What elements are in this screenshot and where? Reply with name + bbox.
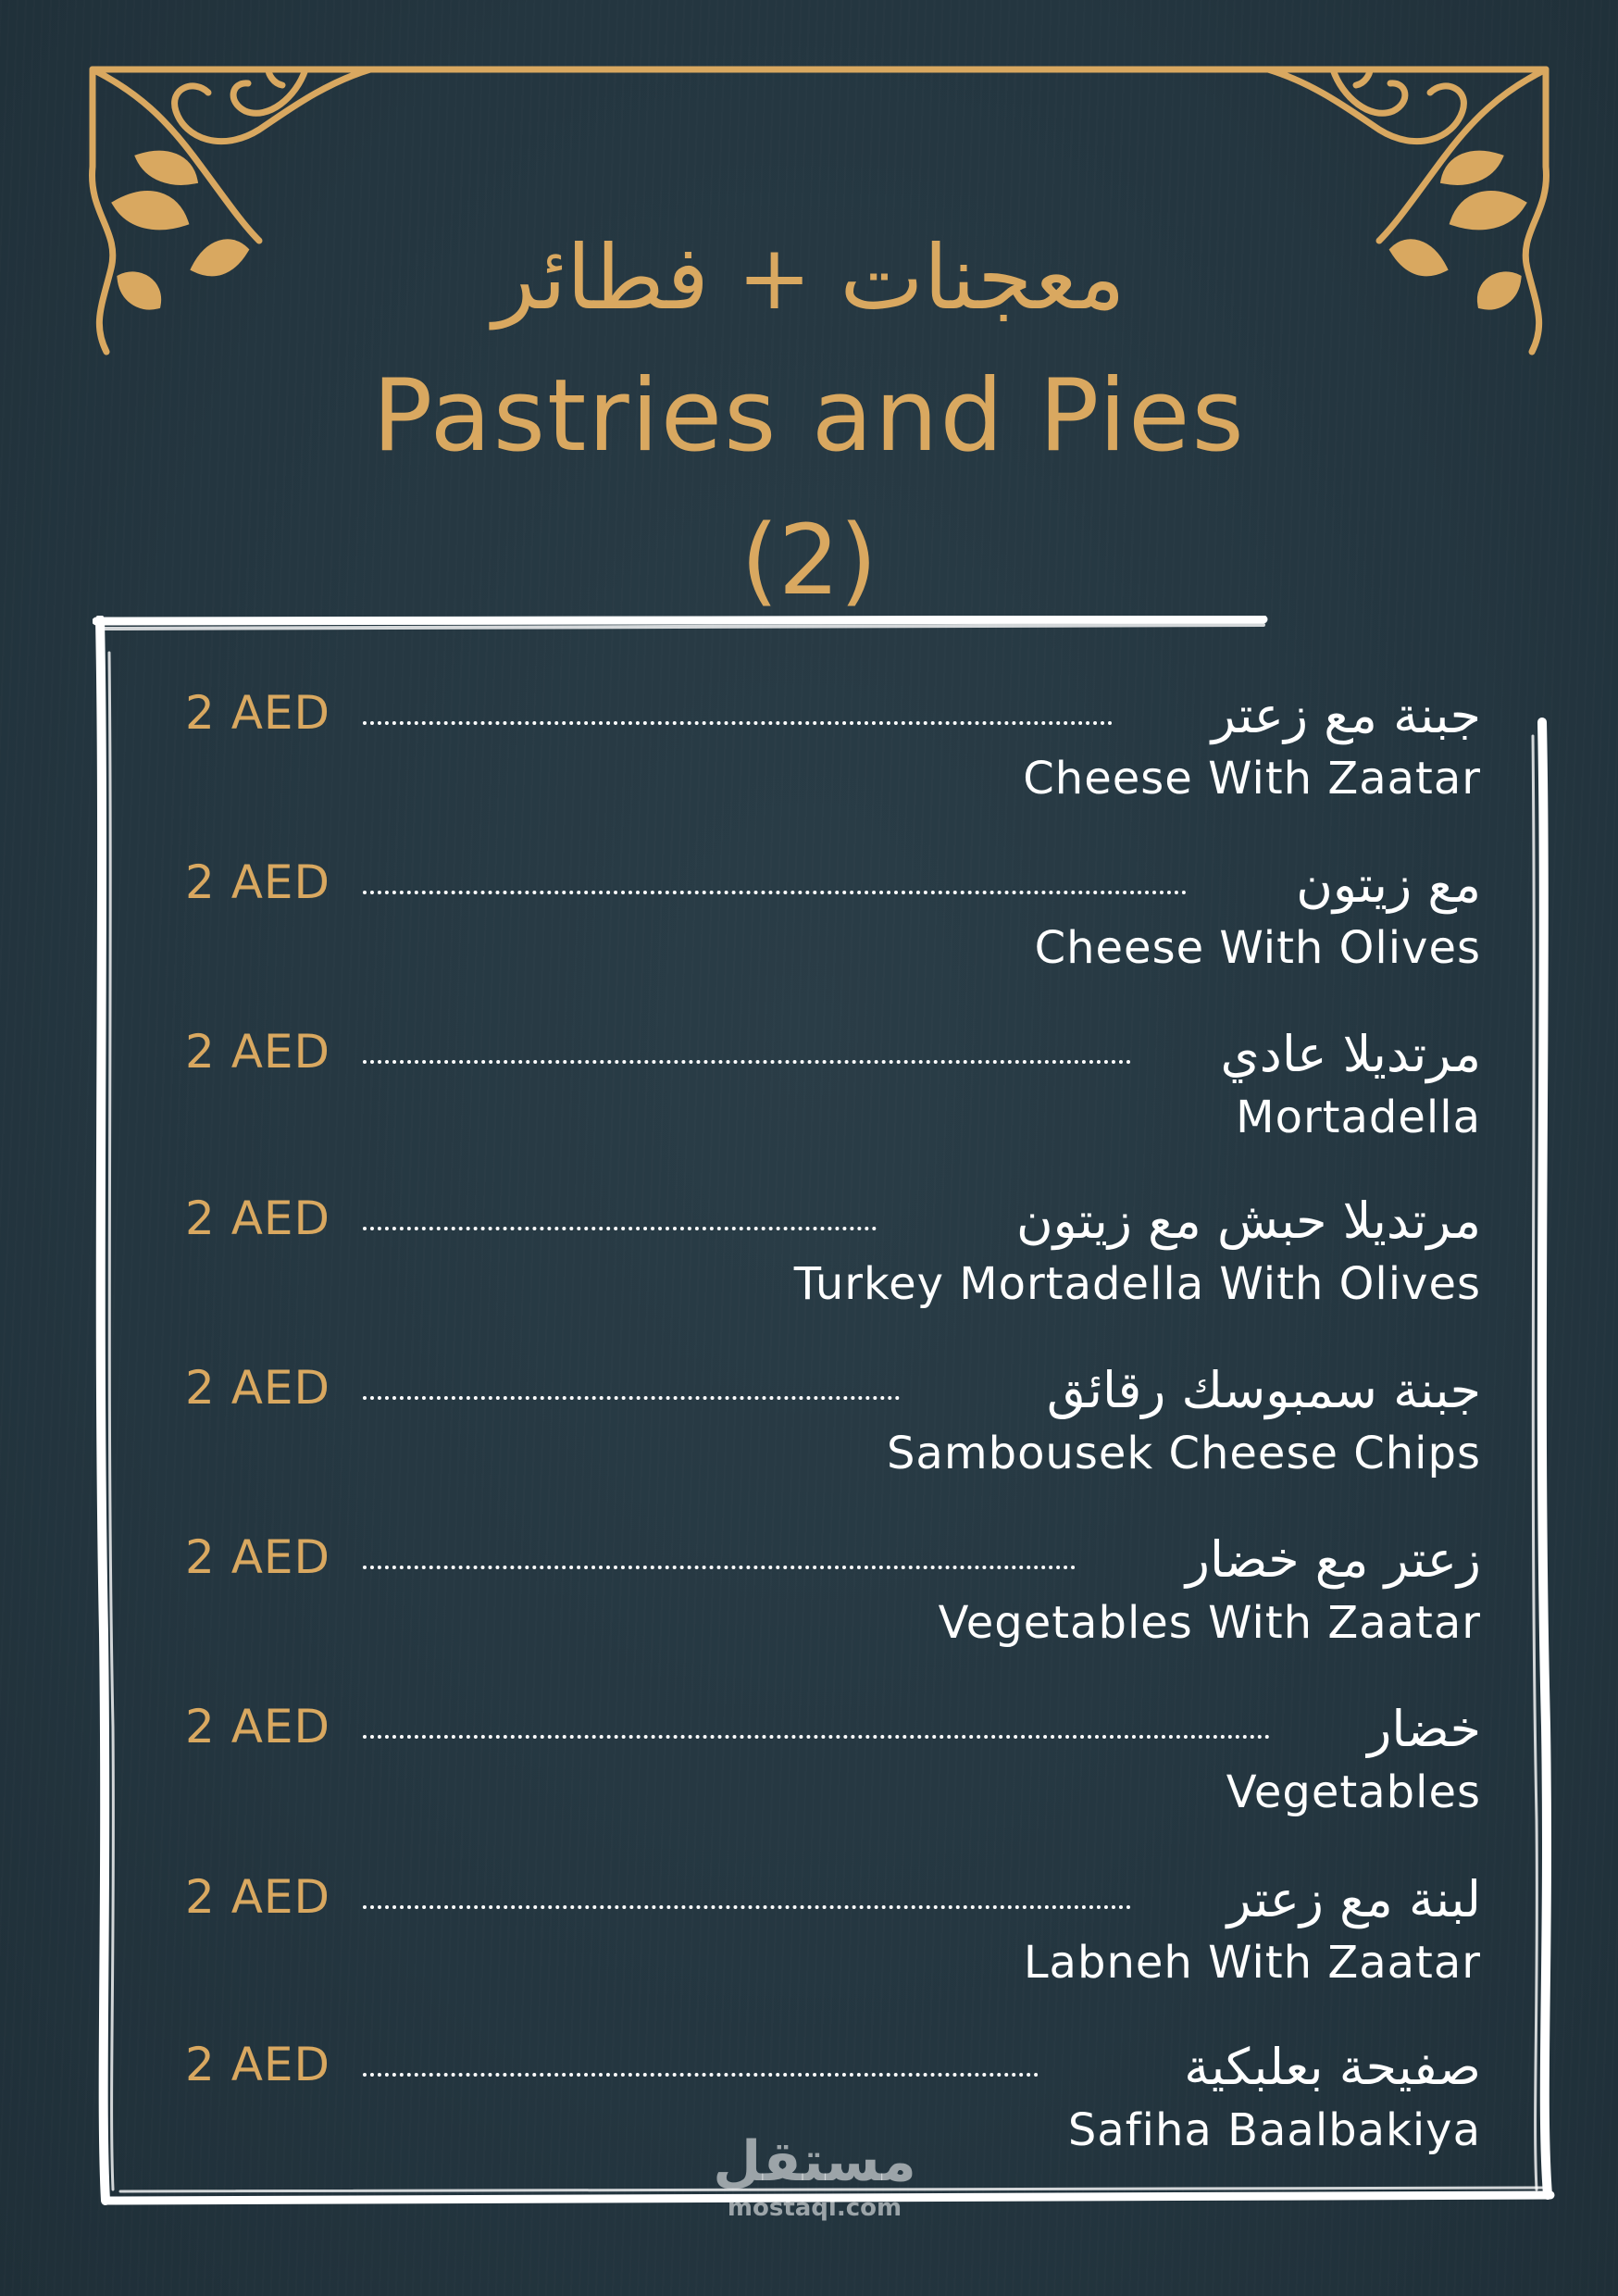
item-name-arabic: مرتديلا عادي — [1220, 1025, 1481, 1083]
menu-item — [185, 1019, 1481, 1177]
item-price: 2 AED — [185, 1870, 331, 1924]
item-name-arabic: خضار — [1367, 1700, 1481, 1758]
item-price: 2 AED — [185, 686, 331, 740]
item-name-arabic: جبنة سمبوسك رقائق — [1046, 1361, 1481, 1419]
item-name-english: Vegetables With Zaatar — [938, 1597, 1481, 1649]
item-price: 2 AED — [185, 855, 331, 909]
item-name-english: Sambousek Cheese Chips — [886, 1428, 1481, 1479]
dotted-leader — [363, 1396, 900, 1400]
watermark-logo: مستقل — [713, 2129, 916, 2194]
menu-item — [185, 680, 1481, 838]
dotted-leader — [363, 891, 1187, 894]
dotted-leader — [363, 1566, 1076, 1569]
item-name-arabic: مع زيتون — [1296, 855, 1481, 914]
item-price: 2 AED — [185, 2038, 331, 2091]
item-price: 2 AED — [185, 1025, 331, 1079]
item-name-english: Labneh With Zaatar — [1023, 1937, 1481, 1989]
menu-item — [185, 850, 1481, 1007]
menu-item — [185, 1694, 1481, 1852]
dotted-leader — [363, 1735, 1270, 1739]
watermark-url: mostaql.com — [727, 2194, 902, 2222]
item-name-english: Cheese With Olives — [1034, 922, 1481, 974]
dotted-leader — [363, 2073, 1039, 2077]
item-price: 2 AED — [185, 1700, 331, 1753]
item-name-arabic: جبنة مع زعتر — [1211, 686, 1481, 744]
item-name-english: Mortadella — [1236, 1092, 1481, 1143]
item-name-arabic: زعتر مع خضار — [1185, 1530, 1481, 1589]
menu-item — [185, 1865, 1481, 2022]
item-price: 2 AED — [185, 1192, 331, 1245]
item-name-english: Vegetables — [1226, 1766, 1481, 1818]
item-name-arabic: صفيحة بعلبكية — [1184, 2038, 1481, 2096]
item-name-english: Cheese With Zaatar — [1023, 753, 1481, 805]
menu-item — [185, 1355, 1481, 1513]
dotted-leader — [363, 721, 1113, 725]
menu-item — [185, 1186, 1481, 1343]
item-name-english: Turkey Mortadella With Olives — [793, 1258, 1481, 1310]
title-number: (2) — [741, 504, 877, 617]
menu-item — [185, 1525, 1481, 1682]
item-name-english: Safiha Baalbakiya — [1067, 2104, 1481, 2156]
dotted-leader — [363, 1905, 1131, 1909]
item-price: 2 AED — [185, 1361, 331, 1415]
dotted-leader — [363, 1060, 1131, 1064]
dotted-leader — [363, 1227, 877, 1230]
item-name-arabic: لبنة مع زعتر — [1226, 1870, 1481, 1928]
title-arabic: معجنات + فطائر — [492, 226, 1126, 330]
item-name-arabic: مرتديلا حبش مع زيتون — [1016, 1192, 1481, 1250]
watermark — [703, 2129, 926, 2222]
item-price: 2 AED — [185, 1530, 331, 1584]
title-english: Pastries and Pies — [372, 358, 1246, 474]
